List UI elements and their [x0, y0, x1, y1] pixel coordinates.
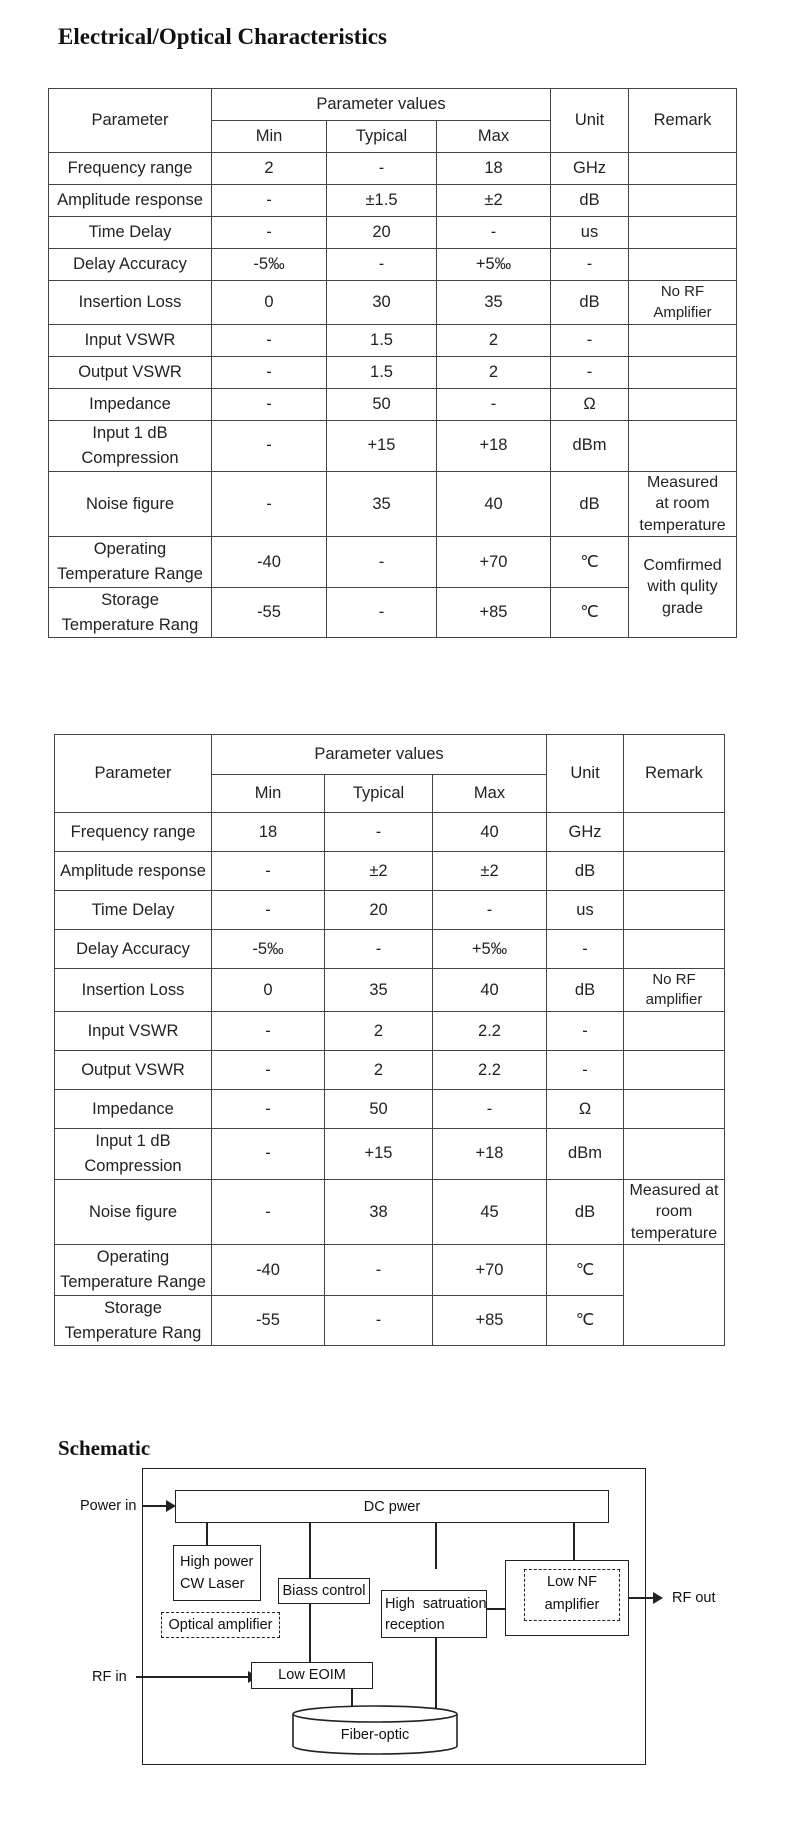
max-cell: - — [433, 1090, 547, 1129]
typ-cell: - — [327, 587, 437, 638]
max-cell: +5‰ — [433, 930, 547, 969]
typ-cell: - — [325, 1295, 433, 1346]
typ-cell: ±1.5 — [327, 185, 437, 217]
typ-cell: 35 — [327, 471, 437, 537]
remark-text: Amplifier — [653, 303, 712, 321]
min-cell: - — [212, 471, 327, 537]
min-cell: 0 — [212, 969, 325, 1012]
param-text: Operating — [93, 540, 167, 559]
typ-cell: 38 — [325, 1179, 433, 1245]
param-text: Temperature Rang — [64, 1323, 202, 1342]
param-text: Output VSWR — [81, 1060, 185, 1079]
max-cell: +70 — [437, 537, 551, 588]
remark-text: Measured at — [629, 1181, 719, 1199]
unit-cell: Ω — [547, 1090, 624, 1129]
header-typical: Typical — [327, 121, 437, 153]
unit-cell: ℃ — [551, 587, 629, 638]
param-text: Time Delay — [91, 900, 175, 919]
header-parameter-values: Parameter values — [212, 735, 547, 775]
header-min: Min — [212, 775, 325, 813]
remark-text: at room — [655, 495, 710, 513]
remark-text: No RF — [652, 970, 696, 988]
typ-cell: - — [327, 249, 437, 281]
remark-text: temperature — [639, 516, 726, 534]
low-nf-label-line1: Low NF — [547, 1574, 597, 1590]
param-text: Delay Accuracy — [73, 255, 187, 274]
param-text: Noise figure — [88, 1202, 178, 1221]
remark-text: No RF — [660, 283, 705, 301]
max-cell: 45 — [433, 1179, 547, 1245]
param-text: Frequency range — [67, 159, 193, 178]
header-max: Max — [433, 775, 547, 813]
min-cell: - — [212, 185, 327, 217]
typ-cell: 20 — [327, 217, 437, 249]
min-cell: -55 — [212, 587, 327, 638]
max-cell: +5‰ — [437, 249, 551, 281]
typ-cell: +15 — [327, 421, 437, 472]
max-cell: ±2 — [433, 852, 547, 891]
max-cell: 40 — [433, 969, 547, 1012]
max-cell: +70 — [433, 1245, 547, 1296]
max-cell: +85 — [437, 587, 551, 638]
param-text: Compression — [81, 448, 179, 467]
max-cell: +18 — [433, 1129, 547, 1180]
param-text: Output VSWR — [78, 363, 182, 382]
param-text: Insertion Loss — [81, 980, 185, 999]
min-cell: - — [212, 1012, 325, 1051]
low-eoim-label: Low EOIM — [278, 1667, 346, 1683]
min-cell: 2 — [212, 153, 327, 185]
min-cell: - — [212, 1051, 325, 1090]
max-cell: ±2 — [437, 185, 551, 217]
unit-cell: GHz — [551, 153, 629, 185]
section-heading-electrical: Electrical/Optical Characteristics — [58, 24, 387, 49]
header-typical: Typical — [325, 775, 433, 813]
min-cell: - — [212, 891, 325, 930]
high-saturation-label-line1: High satruation — [385, 1596, 487, 1612]
typ-cell: 50 — [327, 389, 437, 421]
connector-dc-fiber — [435, 1523, 437, 1569]
header-parameter: Parameter — [55, 735, 212, 813]
header-min: Min — [212, 121, 327, 153]
min-cell: - — [212, 1179, 325, 1245]
min-cell: - — [212, 389, 327, 421]
max-cell: - — [437, 389, 551, 421]
min-cell: - — [212, 421, 327, 472]
header-unit: Unit — [551, 89, 629, 153]
remark-text: Comfirmed — [643, 556, 722, 574]
max-cell: +18 — [437, 421, 551, 472]
unit-cell: GHz — [547, 813, 624, 852]
max-cell: 40 — [437, 471, 551, 537]
param-text: Noise figure — [85, 494, 175, 513]
bias-control-label: Biass control — [282, 1583, 366, 1599]
param-text: Impedance — [89, 395, 171, 414]
min-cell: -40 — [212, 537, 327, 588]
typ-cell: - — [325, 930, 433, 969]
max-cell: 2 — [437, 325, 551, 357]
param-text: Input 1 dB — [92, 424, 168, 442]
unit-cell: dB — [551, 185, 629, 217]
optical-amplifier-label: Optical amplifier — [168, 1617, 273, 1633]
rf-in-arrow-line — [136, 1676, 250, 1678]
unit-cell: dB — [547, 969, 624, 1012]
max-cell: 40 — [433, 813, 547, 852]
typ-cell: - — [325, 1245, 433, 1296]
min-cell: - — [212, 1129, 325, 1180]
param-text: Amplitude response — [57, 191, 203, 210]
laser-label-line2: CW Laser — [180, 1576, 245, 1592]
param-text: Input 1 dB — [95, 1132, 171, 1150]
max-cell: 2 — [437, 357, 551, 389]
unit-cell: ℃ — [547, 1245, 624, 1296]
remark-text: Measured — [646, 473, 719, 491]
rf-out-label: RF out — [672, 1590, 716, 1606]
unit-cell: dBm — [547, 1129, 624, 1180]
param-text: Amplitude response — [60, 861, 206, 880]
unit-cell: dB — [547, 1179, 624, 1245]
min-cell: - — [212, 325, 327, 357]
typ-cell: - — [325, 813, 433, 852]
min-cell: - — [212, 1090, 325, 1129]
max-cell: - — [433, 891, 547, 930]
min-cell: -5‰ — [212, 930, 325, 969]
connector-hs-lownf — [487, 1608, 505, 1610]
typ-cell: 35 — [325, 969, 433, 1012]
typ-cell: 20 — [325, 891, 433, 930]
typ-cell: 1.5 — [327, 325, 437, 357]
laser-label-line1: High power — [180, 1554, 254, 1570]
rf-out-arrowhead — [653, 1592, 663, 1604]
typ-cell: 2 — [325, 1051, 433, 1090]
unit-cell: dB — [551, 471, 629, 537]
min-cell: -40 — [212, 1245, 325, 1296]
min-cell: - — [212, 852, 325, 891]
min-cell: - — [212, 217, 327, 249]
param-text: Temperature Range — [60, 1273, 206, 1292]
param-text: Temperature Range — [57, 565, 203, 584]
remark-text: room — [655, 1203, 693, 1221]
unit-cell: dBm — [551, 421, 629, 472]
unit-cell: - — [551, 325, 629, 357]
max-cell: 35 — [437, 281, 551, 325]
min-cell: -5‰ — [212, 249, 327, 281]
header-remark: Remark — [624, 735, 725, 813]
typ-cell: 30 — [327, 281, 437, 325]
rf-out-arrow-line — [629, 1597, 655, 1599]
unit-cell: - — [547, 1012, 624, 1051]
remark-text: amplifier — [645, 991, 703, 1008]
param-text: Operating — [96, 1248, 170, 1267]
param-text: Delay Accuracy — [76, 939, 190, 958]
max-cell: 2.2 — [433, 1051, 547, 1090]
unit-cell: ℃ — [551, 537, 629, 588]
header-unit: Unit — [547, 735, 624, 813]
connector-dc-laser — [206, 1523, 208, 1545]
min-cell: 18 — [212, 813, 325, 852]
dc-power-label: DC pwer — [363, 1499, 421, 1515]
unit-cell: Ω — [551, 389, 629, 421]
typ-cell: ±2 — [325, 852, 433, 891]
power-in-label: Power in — [80, 1498, 137, 1514]
header-parameter-values: Parameter values — [212, 89, 551, 121]
unit-cell: dB — [547, 852, 624, 891]
typ-cell: 1.5 — [327, 357, 437, 389]
typ-cell: 2 — [325, 1012, 433, 1051]
max-cell: - — [437, 217, 551, 249]
typ-cell: 50 — [325, 1090, 433, 1129]
unit-cell: dB — [551, 281, 629, 325]
remark-text: temperature — [630, 1224, 718, 1242]
param-text: Time Delay — [88, 223, 172, 242]
unit-cell: - — [551, 357, 629, 389]
connector-dc-lownf — [573, 1523, 575, 1560]
min-cell: - — [212, 357, 327, 389]
max-cell: +85 — [433, 1295, 547, 1346]
param-text: Frequency range — [70, 822, 196, 841]
typ-cell: - — [327, 537, 437, 588]
unit-cell: us — [547, 891, 624, 930]
unit-cell: - — [547, 930, 624, 969]
param-text: Temperature Rang — [61, 615, 199, 634]
param-text: Storage — [101, 590, 159, 609]
unit-cell: ℃ — [547, 1295, 624, 1346]
power-in-arrow-line — [142, 1505, 168, 1507]
param-text: Input VSWR — [87, 1021, 179, 1040]
typ-cell: - — [327, 153, 437, 185]
remark-text: grade — [662, 600, 703, 618]
param-text: Insertion Loss — [78, 293, 182, 312]
param-text: Storage — [104, 1298, 162, 1317]
fiber-optic-label: Fiber-optic — [340, 1727, 410, 1743]
header-max: Max — [437, 121, 551, 153]
max-cell: 18 — [437, 153, 551, 185]
min-cell: -55 — [212, 1295, 325, 1346]
unit-cell: - — [551, 249, 629, 281]
header-remark: Remark — [629, 89, 737, 153]
high-saturation-label-line2: reception — [385, 1617, 445, 1633]
low-nf-label-line2: amplifier — [544, 1597, 600, 1613]
param-text: Compression — [84, 1156, 182, 1175]
min-cell: 0 — [212, 281, 327, 325]
remark-text: with qulity — [647, 578, 718, 596]
param-text: Input VSWR — [84, 331, 176, 350]
rf-in-label: RF in — [92, 1669, 127, 1685]
param-text: Impedance — [92, 1099, 174, 1118]
unit-cell: - — [547, 1051, 624, 1090]
unit-cell: us — [551, 217, 629, 249]
max-cell: 2.2 — [433, 1012, 547, 1051]
typ-cell: +15 — [325, 1129, 433, 1180]
section-heading-schematic: Schematic — [58, 1436, 151, 1460]
connector-hs-fiber — [435, 1638, 437, 1713]
header-parameter: Parameter — [49, 89, 212, 153]
